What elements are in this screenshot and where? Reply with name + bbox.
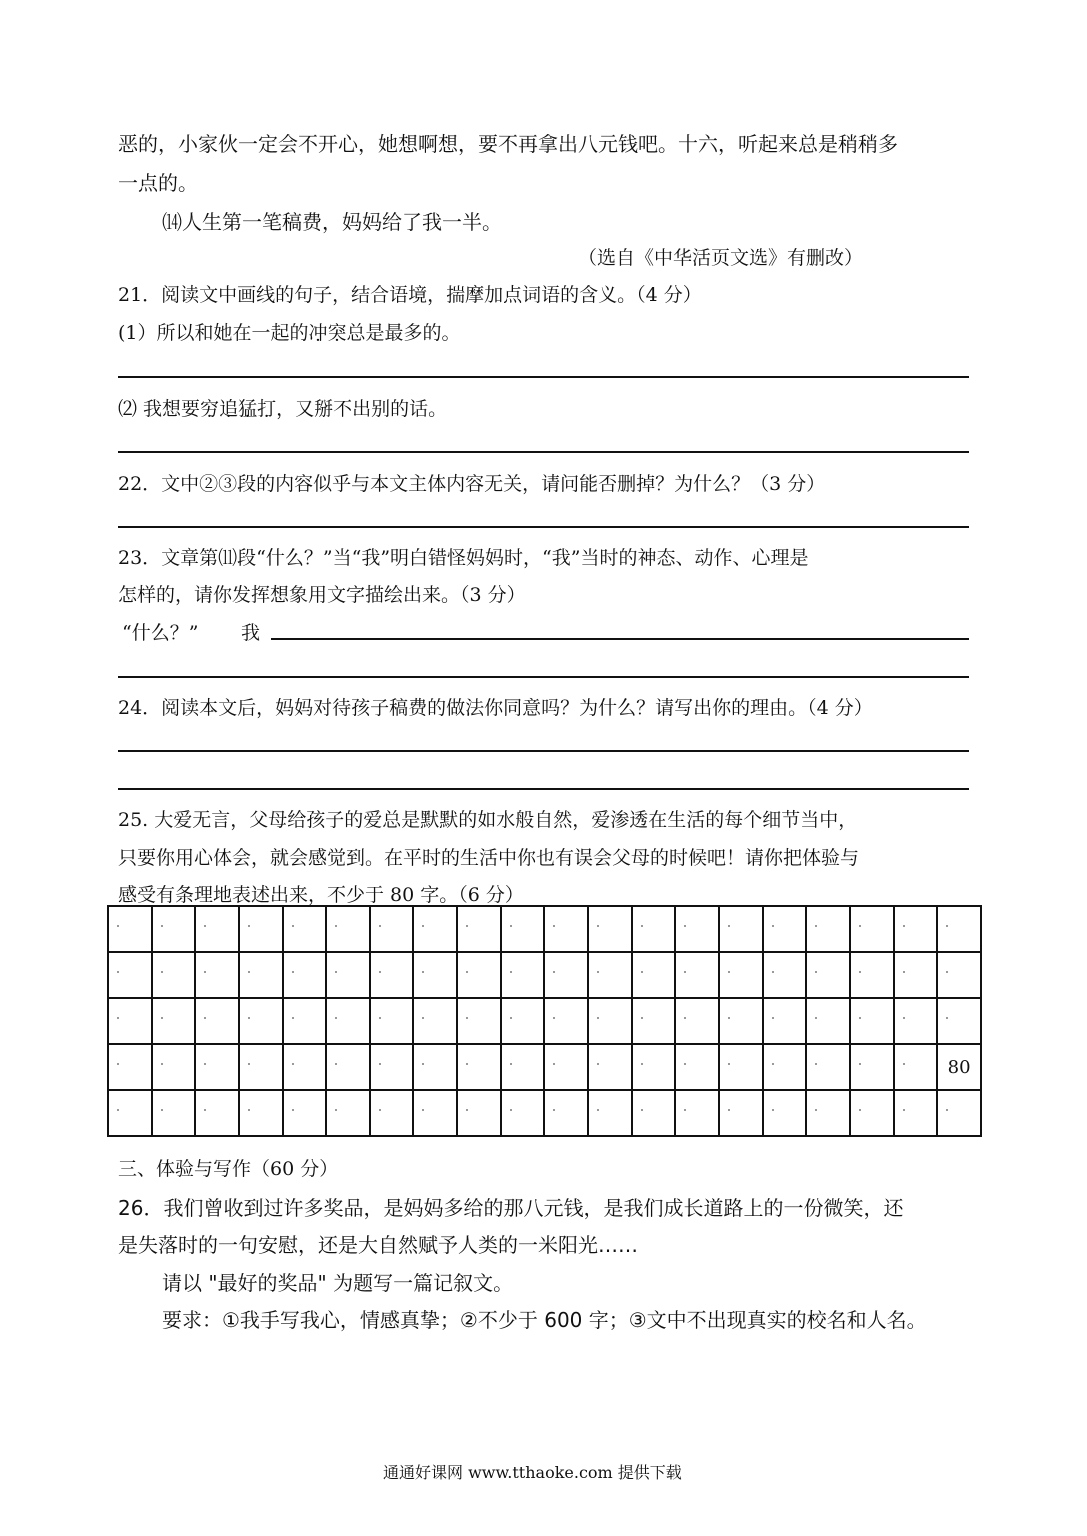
question-23-prompt-quote: “什么？” xyxy=(122,622,199,644)
grid-cell[interactable] xyxy=(632,952,676,998)
passage-paragraph-14: ⒁人生第一笔稿费，妈妈给了我一半。 xyxy=(162,210,502,234)
grid-cell-dot xyxy=(641,971,643,973)
grid-cell-dot xyxy=(684,1109,686,1111)
grid-cell[interactable] xyxy=(283,998,327,1044)
grid-cell-dot xyxy=(641,1017,643,1019)
grid-cell[interactable] xyxy=(632,1044,676,1090)
answer-line[interactable] xyxy=(118,376,969,378)
grid-cell[interactable] xyxy=(501,998,545,1044)
grid-cell-dot xyxy=(597,1017,599,1019)
grid-cell[interactable] xyxy=(326,906,370,952)
grid-cell-dot xyxy=(335,925,337,927)
grid-cell[interactable] xyxy=(370,1044,414,1090)
answer-line[interactable] xyxy=(118,526,969,528)
grid-cell-dot xyxy=(728,1109,730,1111)
grid-cell[interactable] xyxy=(894,1090,938,1136)
grid-cell[interactable] xyxy=(719,1090,763,1136)
grid-cell[interactable] xyxy=(239,998,283,1044)
grid-cell[interactable] xyxy=(195,1090,239,1136)
grid-cell-dot xyxy=(379,971,381,973)
grid-cell-dot xyxy=(772,1109,774,1111)
grid-cell-dot xyxy=(422,971,424,973)
q21-sub2-dotted-2: 追 xyxy=(219,398,239,420)
grid-cell[interactable] xyxy=(588,998,632,1044)
grid-cell-dot xyxy=(292,1063,294,1065)
grid-cell-dot xyxy=(161,925,163,927)
grid-cell-dot xyxy=(553,1063,555,1065)
answer-line[interactable] xyxy=(271,638,969,640)
grid-cell[interactable] xyxy=(501,1090,545,1136)
grid-cell[interactable] xyxy=(588,1090,632,1136)
grid-cell-dot xyxy=(379,1109,381,1111)
grid-cell-dot xyxy=(117,1109,119,1111)
question-26-requirements: 要求：①我手写我心，情感真挚；②不少于 600 字；③文中不出现真实的校名和人名。 xyxy=(162,1308,927,1332)
grid-cell-dot xyxy=(161,971,163,973)
grid-cell[interactable] xyxy=(108,906,152,952)
grid-cell[interactable] xyxy=(675,952,719,998)
grid-cell-dot xyxy=(204,971,206,973)
grid-cell-dot xyxy=(422,1109,424,1111)
grid-cell[interactable] xyxy=(894,1044,938,1090)
grid-cell[interactable] xyxy=(806,1044,850,1090)
question-26-line-2: 是失落时的一句安慰，还是大自然赋予人类的一米阳光…… xyxy=(118,1233,638,1257)
grid-cell-dot xyxy=(379,1017,381,1019)
grid-cell-dot xyxy=(422,1063,424,1065)
passage-line-2: 一点的。 xyxy=(118,171,198,195)
grid-cell-dot xyxy=(815,925,817,927)
grid-cell-dot xyxy=(248,1017,250,1019)
grid-cell-dot xyxy=(204,1109,206,1111)
grid-cell[interactable] xyxy=(239,952,283,998)
grid-cell[interactable] xyxy=(283,906,327,952)
grid-row xyxy=(108,1044,981,1090)
grid-cell-dot xyxy=(204,925,206,927)
grid-cell[interactable] xyxy=(370,1090,414,1136)
q21-sub2-dotted-1: 穷 xyxy=(200,398,220,420)
grid-cell-dot xyxy=(510,925,512,927)
grid-cell[interactable] xyxy=(763,1090,807,1136)
grid-cell-dot xyxy=(597,925,599,927)
grid-cell[interactable] xyxy=(239,906,283,952)
grid-cell-dot xyxy=(510,1063,512,1065)
grid-cell[interactable] xyxy=(152,1090,196,1136)
grid-cell-dot xyxy=(510,1109,512,1111)
grid-cell-dot xyxy=(772,1017,774,1019)
grid-cell[interactable] xyxy=(457,1090,501,1136)
grid-cell-dot xyxy=(684,1017,686,1019)
grid-cell[interactable] xyxy=(152,1044,196,1090)
grid-cell[interactable] xyxy=(544,1044,588,1090)
grid-cell-dot xyxy=(946,1017,948,1019)
grid-cell-dot xyxy=(946,925,948,927)
answer-line[interactable] xyxy=(118,676,969,678)
grid-cell[interactable] xyxy=(806,906,850,952)
question-23-prompt-wo: 我 xyxy=(241,622,261,644)
grid-cell-dot xyxy=(815,1063,817,1065)
grid-cell[interactable] xyxy=(108,998,152,1044)
grid-cell[interactable] xyxy=(283,1090,327,1136)
grid-cell-word-count-marker[interactable]: 80 xyxy=(937,1044,981,1090)
grid-cell[interactable] xyxy=(675,1044,719,1090)
grid-cell-dot xyxy=(859,971,861,973)
grid-cell-dot xyxy=(641,1109,643,1111)
question-26-line-3: 请以 "最好的奖品" 为题写一篇记叙文。 xyxy=(162,1271,514,1295)
grid-cell[interactable] xyxy=(501,1044,545,1090)
grid-cell-dot xyxy=(772,971,774,973)
grid-cell-dot xyxy=(641,1063,643,1065)
answer-line[interactable] xyxy=(118,451,969,453)
q21-sub1-dotted-1: 冲 xyxy=(308,322,328,344)
grid-cell[interactable] xyxy=(108,952,152,998)
grid-cell-dot xyxy=(772,925,774,927)
grid-cell-dot xyxy=(466,1017,468,1019)
grid-cell-dot xyxy=(641,925,643,927)
grid-cell[interactable] xyxy=(850,906,894,952)
question-24-stem: 24．阅读本文后，妈妈对待孩子稿费的做法你同意吗？为什么？请写出你的理由。（4 分） xyxy=(118,697,873,719)
grid-cell-dot xyxy=(379,925,381,927)
grid-cell-dot xyxy=(859,1017,861,1019)
grid-cell[interactable] xyxy=(413,1090,457,1136)
grid-cell[interactable] xyxy=(850,1090,894,1136)
grid-cell-dot xyxy=(597,971,599,973)
grid-cell-dot xyxy=(553,925,555,927)
grid-cell[interactable] xyxy=(588,952,632,998)
grid-cell-dot xyxy=(335,1109,337,1111)
grid-cell-dot xyxy=(728,1017,730,1019)
grid-cell[interactable] xyxy=(632,906,676,952)
grid-cell-dot xyxy=(815,1017,817,1019)
question-21-stem: 21．阅读文中画线的句子，结合语境，揣摩加点词语的含义。（4 分） xyxy=(118,284,702,306)
grid-cell[interactable] xyxy=(632,998,676,1044)
grid-cell-dot xyxy=(292,1017,294,1019)
grid-cell-dot xyxy=(859,1109,861,1111)
grid-cell-dot xyxy=(292,971,294,973)
grid-cell-dot xyxy=(248,971,250,973)
grid-cell[interactable] xyxy=(719,998,763,1044)
grid-cell[interactable] xyxy=(239,1044,283,1090)
grid-cell[interactable] xyxy=(370,952,414,998)
grid-cell-dot xyxy=(815,971,817,973)
grid-cell[interactable] xyxy=(675,1090,719,1136)
grid-cell[interactable] xyxy=(413,998,457,1044)
grid-row xyxy=(108,906,981,952)
grid-cell[interactable] xyxy=(894,998,938,1044)
question-23-stem-line-1: 23．文章第⑾段“什么？”当“我”明白错怪妈妈时，“我”当时的神态、动作、心理是 xyxy=(118,547,809,569)
grid-cell[interactable] xyxy=(894,952,938,998)
grid-cell-dot xyxy=(946,971,948,973)
grid-cell[interactable] xyxy=(763,906,807,952)
grid-cell[interactable] xyxy=(544,952,588,998)
answer-line[interactable] xyxy=(118,788,969,790)
grid-cell-dot xyxy=(204,1017,206,1019)
grid-cell[interactable] xyxy=(719,906,763,952)
grid-cell[interactable] xyxy=(806,1090,850,1136)
grid-row xyxy=(108,952,981,998)
grid-cell-dot xyxy=(117,925,119,927)
q21-sub2-dotted-3: 猛 xyxy=(238,398,258,420)
grid-cell-dot xyxy=(161,1017,163,1019)
grid-cell-dot xyxy=(903,1017,905,1019)
question-21-sub-1 xyxy=(118,318,461,345)
grid-cell[interactable] xyxy=(326,1044,370,1090)
grid-cell-dot xyxy=(466,925,468,927)
grid-cell[interactable] xyxy=(195,1044,239,1090)
question-22-stem: 22．文中②③段的内容似乎与本文主体内容无关，请问能否删掉？为什么？（3 分） xyxy=(118,473,826,495)
section-3-heading: 三、体验与写作（60 分） xyxy=(118,1158,339,1180)
grid-cell[interactable] xyxy=(719,952,763,998)
grid-cell[interactable] xyxy=(763,952,807,998)
question-21-sub-2 xyxy=(118,394,447,421)
grid-cell[interactable] xyxy=(806,998,850,1044)
grid-cell[interactable] xyxy=(501,952,545,998)
grid-cell[interactable] xyxy=(501,906,545,952)
grid-row xyxy=(108,1090,981,1136)
grid-cell[interactable] xyxy=(457,998,501,1044)
question-25-line-1: 25. 大爱无言，父母给孩子的爱总是默默的如水般自然，爱渗透在生活的每个细节当中， xyxy=(118,809,858,831)
grid-cell[interactable] xyxy=(413,952,457,998)
grid-cell[interactable] xyxy=(763,1044,807,1090)
grid-cell[interactable] xyxy=(544,1090,588,1136)
grid-cell[interactable] xyxy=(370,906,414,952)
q21-sub1-prefix: (1）所以和她在一起的 xyxy=(118,322,309,344)
grid-cell[interactable] xyxy=(108,1090,152,1136)
grid-cell-dot xyxy=(466,1063,468,1065)
grid-cell[interactable] xyxy=(763,998,807,1044)
grid-cell-dot xyxy=(684,971,686,973)
grid-cell[interactable] xyxy=(326,952,370,998)
grid-cell-dot xyxy=(248,925,250,927)
grid-cell[interactable] xyxy=(937,952,981,998)
grid-cell-dot xyxy=(553,1017,555,1019)
grid-cell[interactable] xyxy=(632,1090,676,1136)
grid-cell[interactable] xyxy=(457,952,501,998)
grid-cell-dot xyxy=(117,1063,119,1065)
grid-cell-dot xyxy=(510,1017,512,1019)
passage-line-1: 恶的，小家伙一定会不开心，她想啊想，要不再拿出八元钱吧。十六，听起来总是稍稍多 xyxy=(118,132,898,156)
grid-cell-dot xyxy=(117,1017,119,1019)
grid-cell[interactable] xyxy=(937,1090,981,1136)
answer-line[interactable] xyxy=(118,750,969,752)
grid-cell-dot xyxy=(903,925,905,927)
grid-cell[interactable] xyxy=(457,906,501,952)
grid-row xyxy=(108,998,981,1044)
grid-cell[interactable] xyxy=(152,906,196,952)
grid-cell-dot xyxy=(292,925,294,927)
grid-cell[interactable] xyxy=(937,906,981,952)
grid-cell[interactable] xyxy=(544,906,588,952)
q21-sub2-suffix: ，又掰不出别的话。 xyxy=(276,398,448,420)
grid-cell-dot xyxy=(597,1063,599,1065)
grid-cell-dot xyxy=(903,1109,905,1111)
grid-cell-dot xyxy=(728,1063,730,1065)
grid-cell[interactable] xyxy=(152,998,196,1044)
grid-cell[interactable] xyxy=(283,952,327,998)
q21-sub2-dotted-4: 打 xyxy=(257,398,277,420)
grid-cell-dot xyxy=(335,1063,337,1065)
grid-cell-dot xyxy=(379,1063,381,1065)
grid-cell[interactable] xyxy=(195,952,239,998)
grid-cell-dot xyxy=(335,971,337,973)
question-26-line-1: 26．我们曾收到过许多奖品，是妈妈多给的那八元钱，是我们成长道路上的一份微笑，还 xyxy=(118,1196,904,1220)
grid-cell[interactable] xyxy=(937,998,981,1044)
grid-cell-dot xyxy=(859,925,861,927)
grid-cell[interactable] xyxy=(413,1044,457,1090)
question-25-line-2: 只要你用心体会，就会感觉到。在平时的生活中你也有误会父母的时候吧！请你把体验与 xyxy=(118,847,860,869)
grid-cell[interactable] xyxy=(850,1044,894,1090)
grid-cell[interactable] xyxy=(544,998,588,1044)
grid-cell-dot xyxy=(903,971,905,973)
grid-cell-dot xyxy=(946,1109,948,1111)
grid-cell[interactable] xyxy=(239,1090,283,1136)
grid-cell-dot xyxy=(248,1063,250,1065)
grid-cell-dot xyxy=(597,1109,599,1111)
grid-cell-dot xyxy=(728,971,730,973)
grid-cell[interactable] xyxy=(195,998,239,1044)
grid-cell[interactable] xyxy=(806,952,850,998)
grid-cell-dot xyxy=(772,1063,774,1065)
q21-sub2-prefix: ⑵ 我想要 xyxy=(118,398,201,420)
grid-cell-dot xyxy=(335,1017,337,1019)
grid-cell-dot xyxy=(161,1109,163,1111)
grid-cell[interactable] xyxy=(326,1090,370,1136)
q21-sub1-suffix: 总是最多的。 xyxy=(346,322,461,344)
grid-cell-dot xyxy=(553,971,555,973)
grid-cell[interactable] xyxy=(850,952,894,998)
grid-cell-dot xyxy=(422,925,424,927)
grid-cell-dot xyxy=(204,1063,206,1065)
writing-grid[interactable] xyxy=(107,905,982,1137)
passage-source: （选自《中华活页文选》有删改） xyxy=(578,247,864,269)
grid-cell[interactable] xyxy=(152,952,196,998)
grid-cell-dot xyxy=(684,925,686,927)
grid-cell[interactable] xyxy=(457,1044,501,1090)
grid-cell-dot xyxy=(466,1109,468,1111)
grid-cell[interactable] xyxy=(413,906,457,952)
grid-cell-dot xyxy=(859,1063,861,1065)
grid-cell-dot xyxy=(684,1063,686,1065)
grid-cell-dot xyxy=(728,925,730,927)
grid-cell[interactable] xyxy=(283,1044,327,1090)
page-footer: 通通好课网 www.tthaoke.com 提供下载 xyxy=(383,1463,682,1482)
grid-cell-dot xyxy=(117,971,119,973)
grid-cell[interactable] xyxy=(850,998,894,1044)
grid-cell[interactable] xyxy=(675,906,719,952)
question-25-line-3: 感受有条理地表述出来，不少于 80 字。（6 分） xyxy=(118,884,524,906)
grid-cell-dot xyxy=(815,1109,817,1111)
grid-cell[interactable] xyxy=(719,1044,763,1090)
grid-cell[interactable] xyxy=(326,998,370,1044)
question-23-stem-line-2: 怎样的，请你发挥想象用文字描绘出来。（3 分） xyxy=(118,584,526,606)
q21-sub1-dotted-2: 突 xyxy=(327,322,347,344)
grid-cell-dot xyxy=(292,1109,294,1111)
grid-cell-dot xyxy=(466,971,468,973)
grid-cell[interactable] xyxy=(588,1044,632,1090)
grid-cell[interactable] xyxy=(675,998,719,1044)
grid-cell[interactable] xyxy=(108,1044,152,1090)
grid-cell-dot xyxy=(248,1109,250,1111)
grid-cell[interactable] xyxy=(370,998,414,1044)
grid-cell[interactable] xyxy=(894,906,938,952)
grid-cell[interactable] xyxy=(588,906,632,952)
grid-cell-dot xyxy=(510,971,512,973)
grid-cell-dot xyxy=(422,1017,424,1019)
grid-cell-dot xyxy=(161,1063,163,1065)
grid-cell[interactable] xyxy=(195,906,239,952)
grid-cell-dot xyxy=(553,1109,555,1111)
grid-cell-dot xyxy=(903,1063,905,1065)
